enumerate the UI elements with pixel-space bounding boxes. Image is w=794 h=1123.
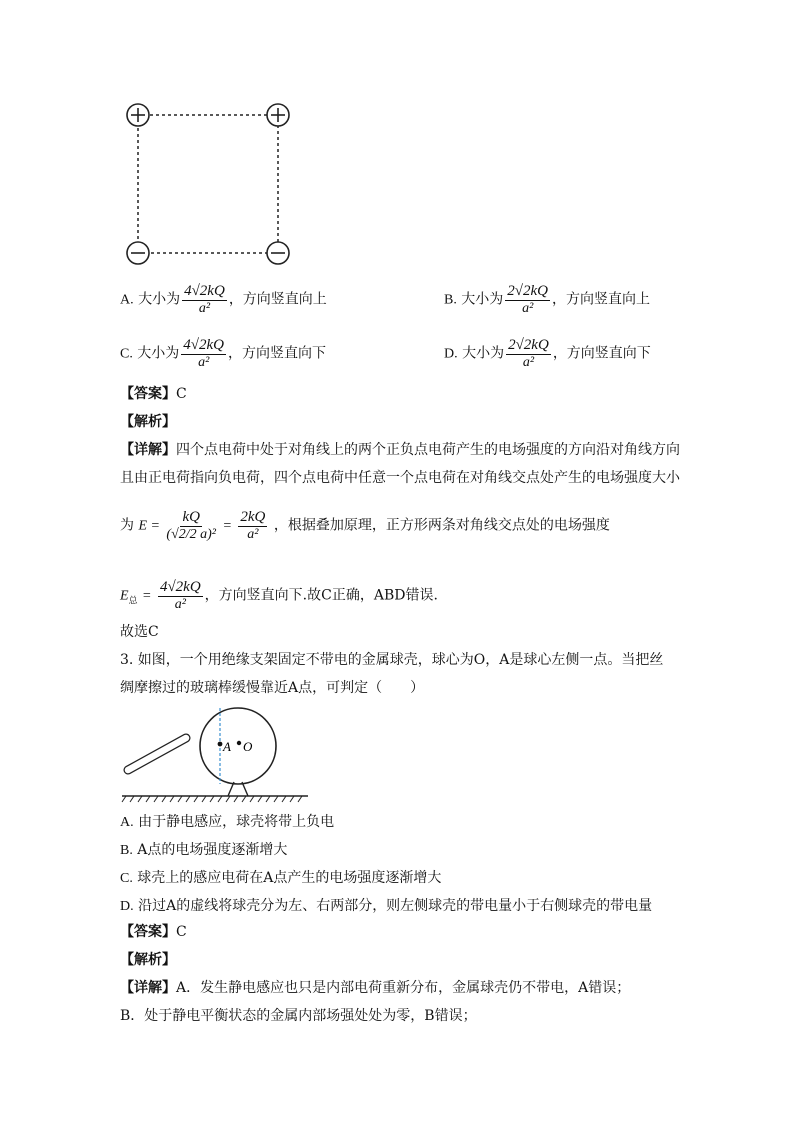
sphere-shell-diagram — [118, 700, 314, 804]
ground — [122, 796, 308, 802]
analysis-3-tag: 【解析】 — [120, 952, 176, 968]
analysis-1-line2: 且由正电荷指向负电荷，四个点电荷中任意一个点电荷在对角线交点处产生的电场强度大小 — [120, 470, 680, 486]
answer-1: 【答案】C — [120, 386, 187, 402]
question-3-line1: 3. 如图，一个用绝缘支架固定不带电的金属球壳，球心为O，A是球心左侧一点。当把丝 — [120, 652, 664, 668]
label-o: O — [243, 739, 253, 754]
analysis-1-line5: 故选C — [120, 624, 159, 640]
answer-3: 【答案】C — [120, 924, 187, 940]
total-field-fraction: $\frac{4√2kQ}{\text{a²}}$ — [159, 579, 201, 612]
glass-rod — [128, 738, 186, 770]
option-b: B. 大小为 $\frac{2√2kQ}{\text{a²}}$ ，方向竖直向上 — [444, 283, 651, 316]
analysis-1-line3: 为 E = $\frac{kQ}{\text{(√2/2 a)²}}$ = $\frac{2kQ}{\text{a²}}$ ，根据叠加原理，正方形两条对角线交点处的电场强度 — [120, 509, 610, 542]
question-3-line2: 绸摩擦过的玻璃棒缓慢靠近A点，可判定（ ） — [120, 680, 425, 696]
q3-option-d: D. 沿过A的虚线将球壳分为左、右两部分，则左侧球壳的带电量小于右侧球壳的带电量 — [120, 898, 653, 914]
analysis-3-line-b: B．处于静电平衡状态的金属内部场强处处为零，B错误； — [120, 1008, 477, 1024]
option-c: C. 大小为 $\frac{4√2kQ}{\text{a²}}$ ，方向竖直向下 — [120, 337, 327, 370]
negative-charge-bottom-left — [127, 242, 149, 264]
charge-square-diagram — [120, 98, 300, 270]
q3-option-c: C. 球壳上的感应电荷在A点产生的电场强度逐渐增大 — [120, 870, 442, 886]
point-o — [237, 741, 241, 745]
option-d: D. 大小为 $\frac{2√2kQ}{\text{a²}}$ ，方向竖直向下 — [444, 337, 651, 370]
analysis-1-line1: 【详解】四个点电荷中处于对角线上的两个正负点电荷产生的电场强度的方向沿对角线方向 — [120, 442, 680, 458]
field-fraction-1: $\frac{kQ}{\text{(√2/2 a)²}}$ — [166, 509, 217, 542]
analysis-3-line-a: 【详解】A．发生静电感应也只是内部电荷重新分布，金属球壳仍不带电，A错误； — [120, 980, 631, 996]
metal-sphere-shell — [200, 708, 276, 784]
point-a — [218, 742, 223, 747]
option-a: A. 大小为 $\frac{4√2kQ}{\text{a²}}$ ，方向竖直向上 — [120, 283, 327, 316]
q3-option-b: B. A点的电场强度逐渐增大 — [120, 842, 288, 858]
negative-charge-bottom-right — [267, 242, 289, 264]
q3-option-a: A. 由于静电感应，球壳将带上负电 — [120, 814, 335, 830]
field-fraction-2: $\frac{2kQ}{\text{a²}}$ — [240, 509, 266, 542]
positive-charge-top-left — [127, 104, 149, 126]
label-a: A — [223, 739, 231, 754]
analysis-1-line4: $E_总$ = $\frac{4√2kQ}{\text{a²}}$ ，方向竖直向下.故C正确，ABD错误. — [120, 579, 438, 612]
analysis-1-tag: 【解析】 — [120, 414, 176, 430]
positive-charge-top-right — [267, 104, 289, 126]
